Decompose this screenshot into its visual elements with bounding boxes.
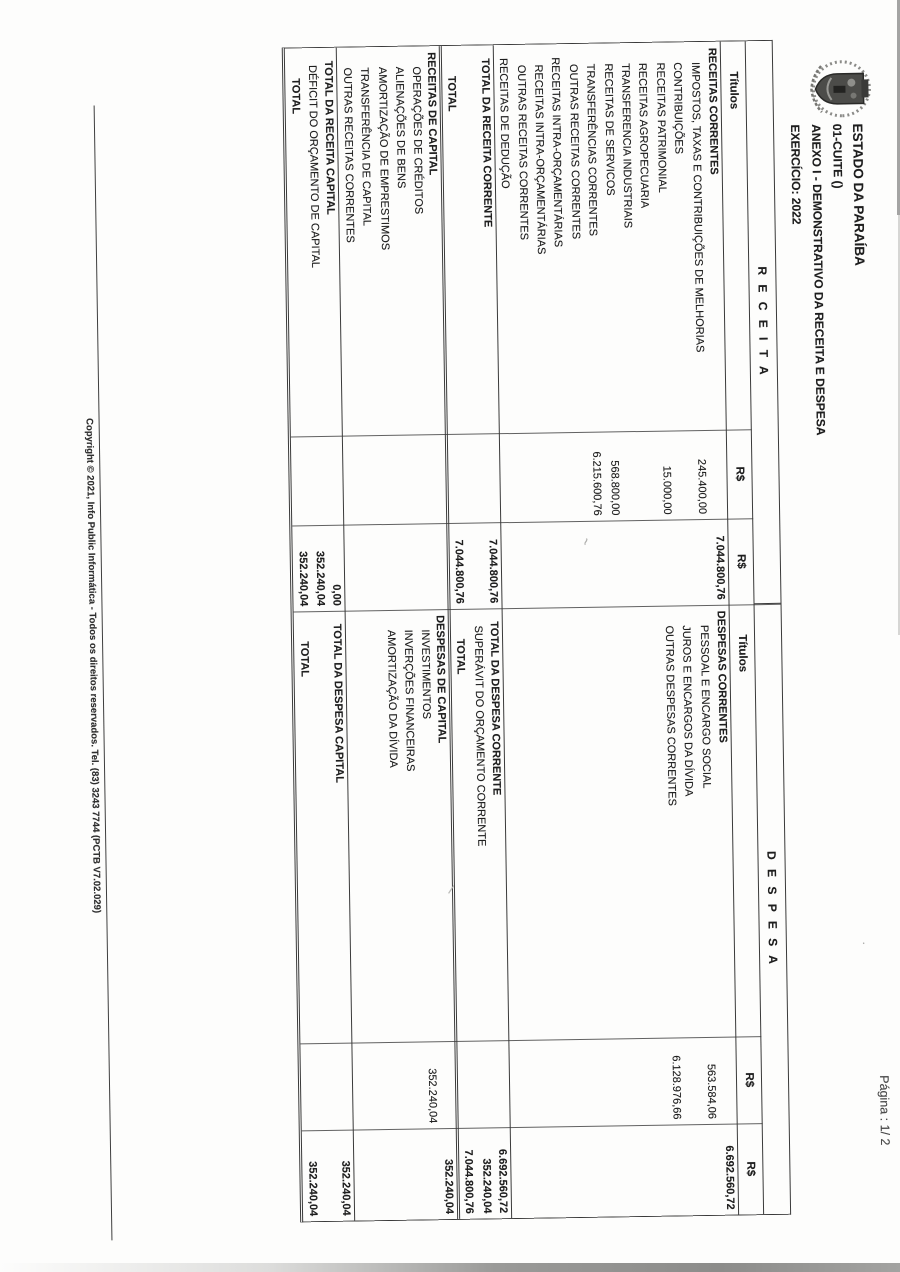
despesa-value-col2	[563, 1126, 582, 1217]
scan-smudge: \	[444, 883, 458, 896]
receita-value-col1	[325, 436, 344, 525]
receita-row-label: DÉFICIT DO ORÇAMENTO DE CAPITAL	[306, 65, 322, 269]
despesa-value-col1: 352.240,04	[426, 1068, 440, 1124]
receita-row-label: RECEITAS CORRENTES	[705, 47, 720, 175]
receita-value-col2	[588, 521, 607, 607]
receita-row-label: CONTRIBUIÇÕES	[671, 62, 685, 155]
despesa-value-col2	[545, 1126, 564, 1217]
receita-value-col1	[569, 432, 588, 521]
receita-value-col2	[501, 522, 520, 608]
despesa-value-col1	[301, 1043, 320, 1130]
receita-value-col1: 6.215.600,76	[590, 451, 604, 516]
scan-smudge: ~	[577, 535, 595, 548]
receita-value-col1	[465, 433, 484, 522]
despesa-value-col1	[491, 1040, 510, 1127]
receita-row-label: TRANSFERÊNCIAS CORRENTES	[584, 63, 600, 237]
despesa-value-col1	[370, 1042, 389, 1129]
receita-row-label: OUTRAS RECEITAS CORRENTES	[514, 64, 530, 241]
despesa-value-col2	[650, 1125, 669, 1216]
despesa-value-col2	[319, 1130, 338, 1221]
despesa-value-col1: 6.128.976,66	[669, 1055, 683, 1120]
despesa-row-label: OUTRAS DESPESAS CORRENTES	[662, 625, 678, 806]
receita-row-label: TRANSFERÊNCIA DE CAPITAL	[358, 67, 373, 227]
exercise-year: EXERCÍCIO: 2022	[788, 124, 804, 225]
despesa-value-col1	[683, 1037, 702, 1124]
receita-value-col1	[395, 435, 414, 524]
despesa-value-col2	[667, 1124, 686, 1215]
despesa-value-col2	[528, 1127, 547, 1218]
receita-value-col2	[675, 519, 694, 605]
col-header-titulos-receita: Títulos	[727, 71, 740, 110]
despesa-value-col2	[632, 1125, 651, 1216]
receita-value-col2	[553, 521, 572, 607]
despesa-value-col1	[544, 1039, 563, 1126]
despesa-value-col1	[474, 1040, 493, 1127]
col-header-rs-3: R$	[742, 1072, 756, 1088]
col-header-rs-4: R$	[744, 1161, 757, 1177]
receita-value-col2	[519, 522, 538, 608]
despesa-value-col2: 352.240,04	[339, 1160, 353, 1216]
receita-value-col1	[413, 434, 432, 523]
receita-row-label: RECEITAS DE SERVICOS	[601, 63, 616, 196]
despesa-row-label: DESPESAS DE CAPITAL	[433, 615, 448, 744]
receita-row-label: TOTAL	[445, 75, 458, 112]
receita-row-label: TRANSFERENCIA INDUSTRIAIS	[619, 63, 634, 229]
despesa-value-col1	[561, 1039, 580, 1126]
state-title: ESTADO DA PARAÍBA	[850, 123, 868, 266]
receita-value-col2: 7.044.800,76	[452, 539, 466, 604]
receita-despesa-table	[282, 40, 791, 1223]
receita-value-col1	[343, 435, 362, 524]
despesa-value-col1	[596, 1038, 615, 1125]
receita-value-col2	[692, 519, 711, 605]
despesa-value-col2	[702, 1124, 721, 1215]
despesa-value-col1	[579, 1039, 598, 1126]
despesa-row-label: TOTAL DA DESPESA CAPITAL	[331, 623, 346, 783]
despesa-value-col2	[389, 1129, 408, 1220]
despesa-value-col1	[334, 1043, 353, 1130]
receita-value-col1	[535, 432, 554, 521]
col-header-rs-1: R$	[733, 466, 746, 482]
receita-row-label: ALIENAÇÕES DE BENS	[393, 66, 407, 189]
despesa-row-label: INVERÇÕES FINANCEIRAS	[401, 629, 417, 772]
receita-value-col2: 352.240,04	[296, 551, 310, 607]
receita-value-col1	[552, 432, 571, 521]
receita-value-col1	[708, 430, 727, 519]
receita-row-label: RECEITAS DE CAPITAL	[424, 52, 439, 176]
despesa-value-col2: 6.692.560,72	[723, 1145, 737, 1210]
receita-value-col1	[378, 435, 397, 524]
coat-of-arms-icon	[807, 59, 872, 118]
despesa-value-col1	[318, 1043, 337, 1130]
col-header-rs-2: R$	[734, 553, 747, 569]
despesa-row-label: AMORTIZAÇÃO DA DÍVIDA	[384, 629, 399, 768]
receita-value-col1	[621, 431, 640, 520]
despesa-row-label: DESPESAS CORRENTES	[714, 610, 729, 743]
receita-row-label: RECEITAS PATRIMONIAL	[653, 62, 668, 193]
table-body	[285, 42, 738, 1222]
document-header	[784, 123, 873, 436]
despesa-value-col2: 6.692.560,72	[495, 1148, 509, 1214]
despesa-value-col2	[354, 1129, 373, 1220]
despesa-value-col1	[509, 1040, 528, 1127]
despesa-value-col2	[424, 1128, 443, 1219]
despesa-row-label: PESSOAL E ENCARGO SOCIAL	[697, 624, 713, 789]
despesa-row-label: INVESTIMENTOS	[419, 629, 433, 720]
receita-value-col2	[379, 524, 398, 610]
receita-value-col2: 7.044.800,76	[713, 535, 727, 600]
despesa-value-col2	[406, 1128, 425, 1219]
despesa-value-col1	[631, 1038, 650, 1125]
entity-title: 01-CUITE ()	[830, 123, 846, 189]
receita-value-col1	[500, 433, 519, 522]
receita-value-col2	[362, 524, 381, 610]
receita-value-col2: 0,00	[330, 584, 343, 606]
receita-row-label: AMORTIZAÇÃO DE EMPRESTIMOS	[375, 66, 391, 251]
receita-value-col2	[414, 523, 433, 609]
receita-row-label: OPERAÇÕES DE CRÉDITOS	[410, 66, 425, 215]
receita-section-header: R E C E I T A	[746, 41, 781, 604]
despesa-value-col1	[718, 1037, 737, 1124]
despesa-value-col2	[615, 1125, 634, 1216]
copyright-line: Copyright © 2021, Info Public Informática - Todos os direitos reservados. Tel. (83) 3243 7744 (PCTB V7.02.029)	[83, 418, 103, 914]
despesa-value-col2: 352.240,04	[441, 1158, 455, 1215]
receita-value-col2: 352.240,04	[313, 550, 327, 607]
receita-value-col2	[466, 522, 485, 608]
despesa-row-label: TOTAL	[297, 641, 311, 678]
despesa-row-label: TOTAL	[454, 638, 467, 675]
receita-value-col1	[517, 433, 536, 522]
despesa-value-col1	[405, 1041, 424, 1128]
annex-title: ANEXO I - DEMONSTRATIVO DA RECEITA E DESPESA	[809, 124, 828, 436]
receita-value-col1: 245.400,00	[694, 458, 708, 515]
receita-value-col2	[345, 524, 364, 610]
despesa-value-col1	[614, 1038, 633, 1125]
receita-value-col2	[571, 521, 590, 607]
receita-value-col1	[674, 430, 693, 519]
receita-row-label: TOTAL DA RECEITA CORRENTE	[478, 58, 494, 228]
receita-row-label: TOTAL DA RECEITA CAPITAL	[322, 60, 337, 215]
receita-value-col2	[640, 520, 659, 606]
despesa-value-col2: 352.240,04	[305, 1161, 319, 1217]
receita-value-col2: 7.044.800,76	[486, 538, 500, 604]
receita-value-col1	[291, 436, 310, 525]
despesa-value-col1: 563.584,06	[704, 1063, 718, 1120]
despesa-value-col2	[598, 1125, 617, 1216]
despesa-value-col1	[388, 1042, 407, 1129]
col-header-titulos-despesa: Títulos	[736, 634, 749, 673]
receita-value-col1	[308, 436, 327, 525]
receita-value-col2	[536, 521, 555, 607]
receita-value-col1	[448, 434, 467, 523]
despesa-row-label: TOTAL DA DESPESA CORRENTE	[487, 621, 503, 796]
receita-row-label: RECEITAS DE DEDUÇÃO	[497, 57, 512, 189]
despesa-row-label: SUPERÁVIT DO ORÇAMENTO CORRENTE	[471, 625, 487, 847]
despesa-value-col2: 7.044.800,76	[462, 1149, 476, 1214]
despesa-row-label: JUROS E ENCARGOS DA DÍVIDA	[680, 625, 695, 797]
despesa-value-col1	[353, 1042, 372, 1129]
despesa-value-col2	[372, 1129, 391, 1220]
despesa-value-col2: 352.240,04	[479, 1158, 493, 1214]
despesa-value-col1	[527, 1040, 546, 1127]
despesa-value-col2	[511, 1127, 530, 1218]
scanner-edge-shadow	[0, 1263, 900, 1272]
receita-row-label: OUTRAS RECEITAS CORRENTES	[340, 67, 356, 243]
receita-value-col2	[605, 520, 624, 606]
receita-row-label: TOTAL	[288, 78, 302, 115]
receita-value-col1	[481, 433, 500, 522]
despesa-value-col2	[580, 1126, 599, 1217]
receita-row-label: RECEITAS INTRA-ORÇAMENTÁRIAS	[532, 64, 548, 255]
scan-smudge: ·	[857, 941, 869, 945]
receita-value-col1	[361, 435, 380, 524]
despesa-value-col1	[457, 1041, 476, 1128]
despesa-section-header: D E S P E S A	[764, 851, 781, 967]
receita-value-col1: 568.800,00	[607, 460, 621, 516]
receita-value-col1	[639, 431, 658, 520]
despesa-value-col2	[685, 1124, 704, 1215]
receita-value-col2	[623, 520, 642, 606]
receita-row-label: IMPOSTOS, TAXAS E CONTRIBUIÇÕES DE MELHORIAS	[688, 61, 706, 353]
receita-row-label: OUTRAS RECEITAS CORRENTES	[566, 63, 582, 240]
receita-row-label: RECEITAS AGROPECUARIA	[636, 62, 651, 209]
receita-value-col1: 15.000,00	[660, 465, 673, 515]
page-number: Página : 1/ 2	[876, 1075, 893, 1146]
despesa-value-col1	[648, 1038, 667, 1125]
receita-value-col2	[397, 524, 416, 610]
receita-row-label: RECEITAS INTRA-ORÇAMENTÁRIAS	[549, 57, 565, 248]
receita-value-col2	[658, 519, 677, 605]
